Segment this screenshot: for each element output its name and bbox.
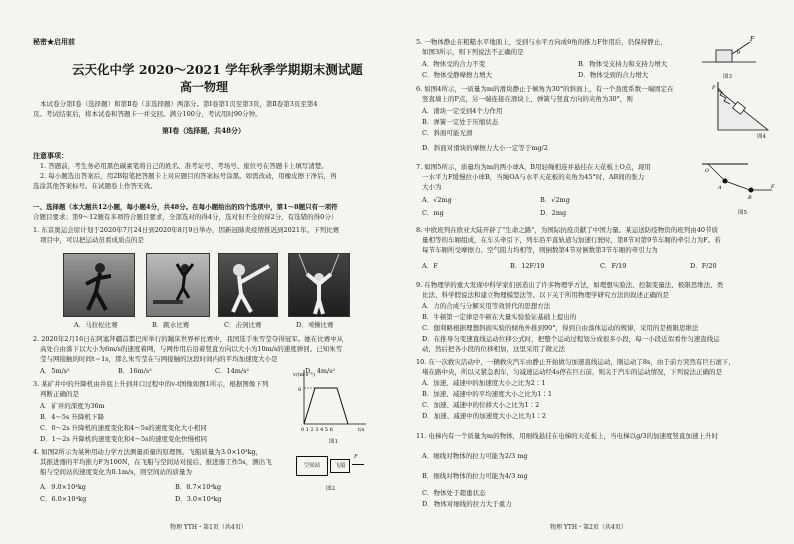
q4-line: 其推进器的平均推力F为100N，在飞船与空间站对接后，推进器工作5s，测出飞: [40, 458, 272, 466]
q6-line: 6. 如图4所示，一质量为m的滑块静止于倾角为30°的斜面上，有一个劲度系数一端固定在: [416, 85, 674, 93]
marathon-photo: [63, 253, 135, 317]
svg-text:F: F: [750, 36, 755, 43]
q8-option-d: D．F/20: [690, 262, 717, 270]
diving-photo: [146, 253, 210, 317]
q5-option-a: A．物体受的合力不变: [422, 60, 486, 68]
svg-text:F: F: [771, 184, 775, 190]
q7-option-b: B．√2mg: [540, 196, 570, 204]
confidential-label: 秘密★启用前: [33, 37, 75, 46]
incline-spring-figure: [712, 82, 772, 134]
q8-option-c: C．F/19: [600, 262, 627, 270]
q6-option-a: A．滑块一定受到4个力作用: [422, 107, 503, 115]
q2-option-a: A．5m/s²: [40, 367, 70, 375]
q8-line: 每节车厢所受摩擦力、空气阻力均相等，则倒数第4节对倒数第3节车厢的牵引力为: [422, 246, 658, 254]
section1-line: 合题目要求；第9～12题有多项符合题目要求，全部选对的得4分，选对但不全的得2分，有选错的得0分）: [33, 213, 338, 221]
q6-option-b: B．弹簧一定处于压缩状态: [422, 118, 499, 126]
q3-option-a: A．矿井的深度为36m: [40, 402, 105, 410]
svg-text:B: B: [748, 195, 752, 201]
svg-text:0 1 2 3 4 5 6: 0 1 2 3 4 5 6: [301, 427, 333, 433]
q3-option-c: C．0～2s 升降机的速度变化和4～5s的速度变化大小相同: [40, 424, 207, 432]
q8-option-b: B．12F/19: [510, 262, 545, 270]
q8-option-a: A．F: [422, 262, 438, 270]
fencing-photo: [218, 253, 278, 317]
fig1-label: 图1: [329, 439, 338, 445]
q7-option-d: D．2mg: [540, 209, 567, 217]
station-box: 空间站: [296, 456, 328, 476]
q6-option-d: D．斜面对滑块的摩擦力大小一定等于mg/2: [422, 144, 548, 152]
q3-line: 3. 某矿井中的升降机由井底上升到井口过程中的v-t图像如图1所示，根据图像下列: [33, 380, 269, 388]
exam-title: 云天化中学 2020～2021 学年秋季学期期末测试题: [72, 62, 363, 77]
q7-line: 大小为: [422, 183, 442, 191]
q7-option-c: C．mg: [422, 209, 444, 217]
q5-line: 如图3所示，则下列说法不正确的是: [422, 48, 524, 56]
q8-line: 量相等的车厢组成，在车头牵引下，列车沿平直轨道匀加速行驶时，第8节对第9节车厢的牵引力为F。若: [422, 236, 721, 244]
q3-option-b: B．4～5s 升降机下降: [40, 413, 104, 421]
q4-option-d: D．3.0×10⁴kg: [175, 495, 222, 503]
q1-option-b: B．跳水比赛: [152, 321, 190, 329]
q9-option-b: B．牛顿第一定律是牛顿在大量实验验证基础上提出的: [422, 313, 577, 321]
q8-line: 8. 中欧班列在欧亚大陆开辟了"生命之路"，为国际抗疫贡献了中国力量。某运送防疫物资的班列由40节质: [416, 226, 719, 234]
section1-line: 一、选择题（本大题共12小题，每小题4分，共48分。在每小题给出的四个选项中，第1～8题只有一项符: [33, 203, 338, 211]
svg-text:O: O: [705, 168, 710, 174]
q4-option-c: C．6.0×10⁴kg: [40, 495, 87, 503]
q4-line: 船与空间站的速度变化为0.1m/s，则空间站的质量为: [40, 468, 193, 476]
exam-subtitle: 高一物理: [180, 80, 229, 94]
push-block-figure: [700, 32, 758, 72]
intro-line: 本试卷分第Ⅰ卷（选择题）和第Ⅱ卷（非选择题）两部分。第Ⅰ卷第1页至第3页，第Ⅱ卷第3页至第4: [40, 100, 318, 108]
q1-option-c: C．击剑比赛: [224, 321, 262, 329]
svg-text:v/(m·s⁻¹): v/(m·s⁻¹): [293, 372, 315, 378]
q5-option-c: C．物体受静摩擦力增大: [422, 71, 492, 79]
svg-text:t/s: t/s: [358, 427, 365, 433]
part1-title: 第Ⅰ卷（选择题，共48分）: [162, 126, 246, 135]
q2-option-c: C．14m/s²: [215, 367, 250, 375]
svg-text:θ: θ: [737, 50, 741, 56]
q9-option-c: C．伽利略根据理想斜面实验的倾角外推到90°，得到自由落体运动的规律，采用的是极限思维法: [422, 324, 699, 332]
left-footer: 物理 YTH・第1页（共4页）: [170, 524, 247, 531]
q11-option-b: B．细线对物体的拉力可能为4/3 mg: [422, 472, 528, 480]
svg-text:8: 8: [298, 387, 302, 393]
q7-option-a: A．√2mg: [422, 196, 452, 204]
note-line: 1. 答题前，考生务必用黑色碳素笔将自己的姓名、准考证号、考场号、座位号在答题卡上填写清楚。: [40, 162, 328, 170]
q1-option-a: A．马拉松比赛: [74, 321, 118, 329]
q3-line: 判断正确的是: [40, 390, 79, 398]
q10-option-a: A．加速、减速中的加速度大小之比为2∶1: [422, 379, 546, 387]
q4-option-a: A．9.0×10⁴kg: [40, 483, 86, 491]
note-line: 选涂其他答案标号。在试题卷上作答无效。: [33, 182, 157, 190]
q10-option-c: C．加速、减速中的位移大小之比为1∶2: [422, 401, 540, 409]
q2-line: 莹与网接触的时间t＝1s，那么朱雪莹在与网接触的这段时间内的平均加速度大小是: [40, 355, 278, 363]
right-footer: 物理 YTH・第2页（共4页）: [550, 524, 627, 531]
intro-line: 页。考试结束后，将本试卷和答题卡一并交回。满分100分，考试用时90分钟。: [33, 110, 262, 118]
q7-line: 7. 如图5所示，质量均为m的两小球A、B用轻绳相连并悬挂在天花板上O点，现用: [416, 163, 651, 171]
two-balls-figure: [698, 160, 778, 210]
note-line: 2. 每小题选出答案后，用2B铅笔把答题卡上对应题目的答案标号涂黑。如需改动，用橡皮擦干净后，再: [40, 172, 337, 180]
fig2-label: 图2: [326, 486, 335, 492]
gymnastics-photo: [288, 253, 350, 317]
q2-line: 2. 2020年2月16日在阿塞拜疆首都巴库举行的蹦床世界杯比赛中，我国选手朱雪莹夺得冠军。她在比赛中从: [33, 335, 344, 343]
right-page: [400, 0, 794, 544]
q6-option-c: C．斜面可能光滑: [422, 129, 473, 137]
svg-text:P: P: [712, 85, 716, 91]
q10-line: 堵在路中央，所以又紧急刹车，匀减速运动经4s停在巨石前，则关于汽车的运动情况，下列说法正确的是: [422, 368, 722, 376]
q10-line: 10. 在一次救灾活动中，一辆救灾汽车由静止开始做匀加速直线运动，刚运动了8s，由于前方突然有巨石滚下，: [416, 358, 735, 366]
q2-line: 高处自由落下以大小为6m/s的速度着网，与网作用后沿着竖直方向以大小为10m/s的速度弹回。已知朱雪: [40, 345, 343, 353]
spaceship-figure: [296, 454, 366, 480]
q9-option-d: D．在推导匀变速直线运动位移公式时，把整个运动过程划分成很多小段，每一小段近似看作匀速直线运: [422, 335, 720, 343]
fig4-label: 图4: [757, 134, 766, 140]
q9-line: 比法、科学假说法和建立物理模型法等。以下关于所用物理学研究方法的叙述正确的是: [422, 291, 669, 299]
q5-option-b: B．物体受支持力和支持力增大: [578, 60, 668, 68]
q3-option-d: D．1～2s 升降机的速度变化和4～5s的速度变化快慢相同: [40, 435, 207, 443]
q2-option-d: D．4m/s²: [305, 367, 336, 375]
q7-line: 一水平力F缓慢拉小球B，当绳OA与水平天花板的夹角为45°时，AB间的张力: [422, 173, 645, 181]
q11-option-a: A．细线对物体的拉力可能为2/3 mg: [422, 452, 528, 460]
force-label: F: [354, 454, 358, 460]
q10-option-b: B．加速、减速中的平均速度大小之比为1∶1: [422, 390, 553, 398]
q1-option-d: D．체操比赛: [296, 321, 334, 329]
q1-line: 1. 东京奥运会原计划于2020年7月24日到2020年8月9日举办，因新冠肺炎疫情推迟到2021年。下列比赛: [33, 226, 340, 234]
q11-line: 11. 电梯内有一个质量为m的物体，用细线悬挂在电梯的天花板上，当电梯以g/3的加速度竖直加速上升时: [416, 432, 719, 440]
q9-option-a: A．力的合成与分解采用等效替代的思想方法: [422, 302, 551, 310]
q5-line: 5. 一物体静止在粗糙水平地面上，受到与水平方向成θ角的推力F作用后，仍保持静止，: [416, 38, 667, 46]
q11-option-c: C．物体处于超重状态: [422, 489, 486, 497]
vt-graph-figure: [290, 366, 370, 436]
q6-line: 竖直墙上的P点，另一端连接在滑块上，弹簧与竖直方向的夹角为30°，则: [422, 95, 633, 103]
fig3-label: 图3: [723, 74, 732, 80]
force-arrow: [352, 464, 364, 465]
svg-text:A: A: [718, 185, 722, 191]
notes-title: 注意事项：: [33, 151, 68, 160]
q4-option-b: B．8.7×10⁴kg: [175, 483, 222, 491]
q11-option-d: D．物体对细线的拉力大于重力: [422, 500, 512, 508]
q5-option-d: D．物体受到的合力增大: [578, 71, 649, 79]
q2-option-b: B．16m/s²: [118, 367, 152, 375]
q9-line: 9. 在物理学的重大发现中科学家们创造出了许多物理学方法，如理想实验法、控制变量法、极限思维法、类: [416, 281, 724, 289]
fig5-label: 图5: [738, 210, 747, 216]
q9-option-d-cont: 动，然后把各小段的位移相加，这里采用了微元法: [422, 345, 565, 353]
q4-line: 4. 如图2所示为某种用动力学方法测量质量的原理图。飞船质量为3.0×10³kg，: [33, 448, 263, 456]
q10-option-d: D．加速、减速中的加速度大小之比为1∶2: [422, 412, 546, 420]
q1-line: 项目中，可以把运动员看成质点的是: [40, 236, 144, 244]
ship-box: 飞船: [330, 459, 350, 473]
